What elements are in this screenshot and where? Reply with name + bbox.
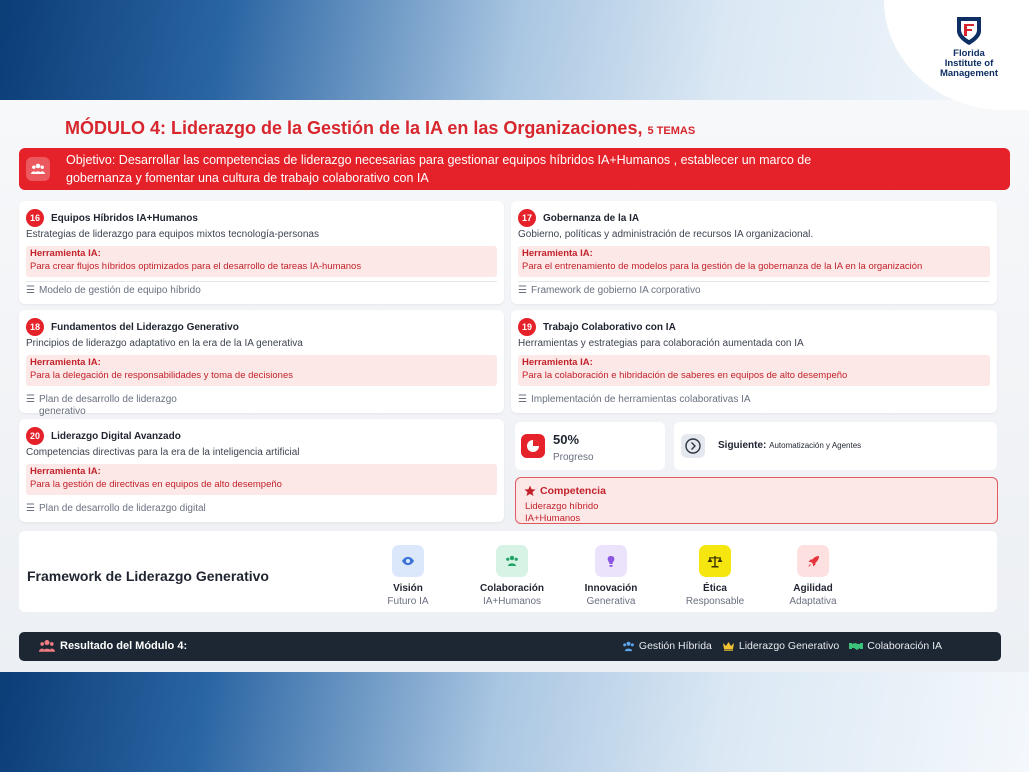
topic-card-19[interactable] — [511, 310, 997, 413]
result-tag-leadership — [722, 640, 839, 652]
framework-item-sub: Responsable — [685, 596, 745, 607]
result-title: Resultado del Módulo 4: — [60, 640, 188, 652]
objective-line1: Objetivo: Desarrollar las competencias de liderazgo necesarias para gestionar equipos híbridos IA+Humanos , establecer un marco de — [66, 153, 812, 167]
list-icon: ☰ — [518, 285, 527, 296]
framework-item-name: Visión — [393, 583, 423, 594]
result-tag-label: Gestión Híbrida — [638, 640, 712, 652]
shield-logo-icon — [955, 15, 983, 47]
ai-tool-label: Herramienta IA: — [522, 357, 593, 368]
topic-number: 16 — [26, 209, 44, 227]
logo-line2: Institute of — [944, 58, 994, 69]
ai-tool-text: Para el entrenamiento de modelos para la gestión de la gobernanza de la IA en la organización — [522, 261, 923, 272]
lightbulb-icon — [595, 545, 627, 577]
ai-tool-text: Para la delegación de responsabilidades y toma de decisiones — [30, 370, 294, 381]
result-tag-collaboration — [849, 640, 942, 652]
framework-item-sub: Generativa — [586, 596, 636, 607]
list-icon: ☰ — [26, 503, 35, 514]
card-divider — [518, 281, 990, 282]
users-icon — [496, 545, 528, 577]
topic-card-20[interactable] — [19, 419, 504, 522]
deliverable-text: Framework de gobierno IA corporativo — [531, 285, 701, 296]
pie-chart-icon — [521, 434, 545, 458]
ai-tool-label: Herramienta IA: — [30, 357, 101, 368]
bottom-background-banner — [0, 672, 1029, 772]
module-topics-count: 5 TEMAS — [647, 125, 696, 137]
eye-icon — [392, 545, 424, 577]
scale-icon — [699, 545, 731, 577]
result-tag-label: Liderazgo Generativo — [738, 640, 840, 652]
framework-item-name: Agilidad — [793, 583, 833, 594]
deliverable — [26, 394, 177, 418]
topic-description: Gobierno, políticas y administración de recursos IA organizacional. — [518, 229, 814, 240]
topic-description: Herramientas y estrategias para colaboración aumentada con IA — [518, 338, 804, 349]
logo-line3: Management — [939, 68, 999, 79]
framework-card — [19, 531, 997, 612]
framework-item-name: Innovación — [584, 583, 638, 594]
deliverable-text: Implementación de herramientas colaborativas IA — [531, 394, 751, 405]
deliverable-text-line2: generativo — [39, 406, 86, 417]
ai-tool-box — [26, 355, 497, 386]
crown-icon — [722, 641, 735, 651]
card-divider — [26, 281, 497, 282]
topic-number: 17 — [518, 209, 536, 227]
deliverable-text: Modelo de gestión de equipo híbrido — [39, 285, 201, 296]
ai-tool-box — [26, 464, 497, 495]
list-icon: ☰ — [26, 285, 35, 296]
logo-text — [924, 49, 1014, 79]
star-icon — [524, 485, 536, 497]
topic-card-18[interactable] — [19, 310, 504, 417]
deliverable-text: Plan de desarrollo de liderazgo digital — [39, 503, 206, 514]
rocket-icon — [797, 545, 829, 577]
next-module-text — [718, 440, 861, 451]
topic-description: Competencias directivas para la era de la inteligencia artificial — [26, 447, 300, 458]
ai-tool-box — [518, 246, 990, 277]
competence-line1: Liderazgo híbrido — [525, 501, 599, 512]
arrow-right-circle-icon[interactable] — [681, 434, 705, 458]
ai-tool-box — [26, 246, 497, 277]
ai-tool-text: Para la gestión de directivas en equipos de alto desempeño — [30, 479, 282, 490]
users-icon — [39, 639, 55, 653]
top-background-banner — [0, 0, 1029, 100]
framework-item-sub: Adaptativa — [789, 596, 837, 607]
progress-value: 50% — [553, 432, 580, 447]
ai-tool-text: Para crear flujos híbridos optimizados para el desarrollo de tareas IA-humanos — [30, 261, 362, 272]
deliverable — [26, 285, 201, 296]
topic-title: Liderazgo Digital Avanzado — [51, 430, 181, 442]
deliverable — [518, 285, 701, 296]
framework-item-collaboration — [467, 545, 557, 608]
topic-number: 18 — [26, 318, 44, 336]
result-tag-hybrid — [622, 640, 712, 652]
objective-text — [66, 151, 811, 187]
topic-title: Fundamentos del Liderazgo Generativo — [51, 321, 239, 333]
topic-description: Principios de liderazgo adaptativo en la era de la IA generativa — [26, 338, 303, 349]
next-module-card[interactable] — [674, 422, 997, 470]
result-tag-label: Colaboración IA — [867, 640, 942, 652]
module-result-bar — [19, 632, 1001, 661]
users-icon — [26, 157, 50, 181]
competence-title — [524, 485, 606, 497]
objective-line2: gobernanza y fomentar una cultura de trabajo colaborativo con IA — [66, 171, 429, 185]
framework-title: Framework de Liderazgo Generativo — [27, 568, 269, 584]
module-title-text: MÓDULO 4: Liderazgo de la Gestión de la IA en las Organizaciones, — [65, 118, 643, 138]
framework-item-sub: IA+Humanos — [482, 596, 542, 607]
handshake-icon — [849, 641, 863, 651]
framework-item-vision — [363, 545, 453, 608]
progress-card — [515, 422, 665, 470]
topic-number: 19 — [518, 318, 536, 336]
ai-tool-text: Para la colaboración e hibridación de saberes en equipos de alto desempeño — [522, 370, 848, 381]
deliverable — [26, 503, 206, 514]
topic-description: Estrategias de liderazgo para equipos mixtos tecnología-personas — [26, 229, 319, 240]
ai-tool-label: Herramienta IA: — [522, 248, 593, 259]
logo-line1: Florida — [953, 48, 985, 59]
framework-item-innovation — [566, 545, 656, 608]
topic-title: Trabajo Colaborativo con IA — [543, 321, 676, 333]
competence-text — [525, 501, 615, 525]
competence-card — [515, 477, 998, 524]
topic-number: 20 — [26, 427, 44, 445]
list-icon: ☰ — [518, 394, 527, 405]
competence-line2: IA+Humanos — [525, 513, 581, 524]
ai-tool-label: Herramienta IA: — [30, 466, 101, 477]
progress-label: Progreso — [553, 452, 594, 463]
topic-card-16[interactable] — [19, 201, 504, 304]
framework-item-name: Ética — [703, 583, 727, 594]
ai-tool-label: Herramienta IA: — [30, 248, 101, 259]
objective-banner — [19, 148, 1010, 190]
framework-item-sub: Futuro IA — [387, 596, 429, 607]
next-label: Siguiente: — [718, 440, 767, 451]
deliverable-text: Plan de desarrollo de liderazgo — [39, 394, 177, 405]
topic-title: Gobernanza de la IA — [543, 212, 640, 224]
users-icon — [622, 641, 635, 652]
module-title — [65, 118, 695, 139]
deliverable — [518, 394, 751, 405]
topic-title: Equipos Híbridos IA+Humanos — [51, 212, 198, 224]
framework-item-ethics — [670, 545, 760, 608]
topic-card-17[interactable] — [511, 201, 997, 304]
competence-title-text: Competencia — [540, 485, 606, 497]
list-icon: ☰ — [26, 394, 35, 405]
ai-tool-box — [518, 355, 990, 386]
framework-item-agility — [768, 545, 858, 608]
framework-item-name: Colaboración — [480, 583, 544, 594]
next-value: Automatización y Agentes — [769, 441, 862, 450]
result-tags — [612, 640, 942, 652]
